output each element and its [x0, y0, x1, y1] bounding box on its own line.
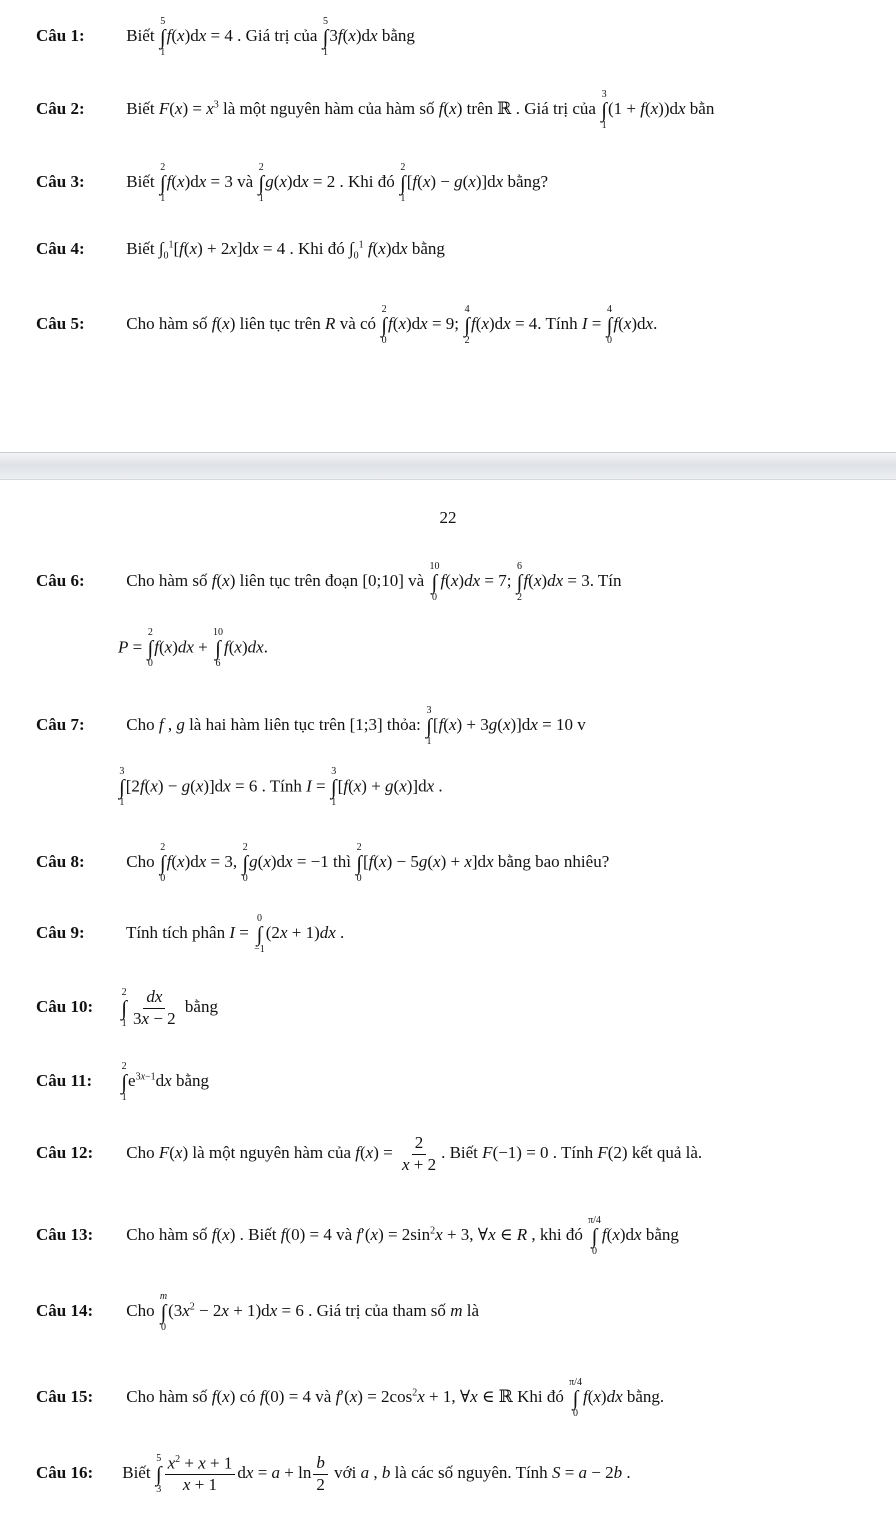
- question-label: Câu 4:: [36, 238, 85, 258]
- question-label: Câu 2:: [36, 99, 85, 119]
- question-label: Câu 11:: [36, 1071, 93, 1091]
- question-text: Biết 2 ∫ 1 f(x)dx = 3 và 2 ∫ 1 g(x)dx = 2 . Khi đó 2 ∫ 1 [f(x) − g(x)]dx bằng?: [126, 162, 549, 204]
- page-top: [0, 0, 896, 452]
- question-label: Câu 13:: [36, 1225, 94, 1245]
- question-label: Câu 15:: [36, 1387, 94, 1407]
- question-label: Câu 12:: [36, 1143, 94, 1163]
- question-text: Cho hàm số f(x) liên tục trên đoạn [0;10] và 10 ∫ 0 f(x)dx = 7; 6 ∫ 2 f(x)dx = 3. Tín: [126, 561, 622, 603]
- question-text: 2 ∫ 1 $\frac{dx}{3x - 2}$ bằng: [121, 987, 218, 1029]
- question-10: [36, 988, 218, 1029]
- question-9: [36, 914, 344, 955]
- question-label: Câu 14:: [36, 1301, 94, 1321]
- question-label: Câu 6:: [36, 571, 85, 591]
- question-2: [36, 90, 714, 131]
- question-8: [36, 843, 609, 884]
- question-text: Cho f , g là hai hàm liên tục trên [1;3] thỏa: 3 ∫ 1 [f(x) + 3g(x)]dx = 10 v: [126, 705, 586, 747]
- question-text: Cho m ∫ 0 $(3x^2 - 2x + 1)dx = 6$ . Giá trị của tham số m là: [126, 1291, 479, 1333]
- question-label: Câu 16:: [36, 1463, 94, 1483]
- question-label: Câu 3:: [36, 172, 85, 192]
- question-13: [36, 1216, 679, 1257]
- question-text: Cho hàm số f(x) có f(0) = 4 và $f'(x) = 2\cos^2x + 1$, ∀x ∈ ℝ Khi đó π/4 ∫ 0 f(x)dx bằng.: [126, 1377, 665, 1419]
- page-bottom: [0, 478, 896, 1517]
- question-11: [36, 1062, 209, 1103]
- question-14: [36, 1292, 479, 1333]
- page-number: 22: [439, 508, 457, 527]
- question-5: [36, 305, 657, 346]
- question-text: Biết $\int_0^1[f(x) + 2x]dx = 4$ . Khi đó $\int_0^1$ f(x)dx bằng: [126, 238, 445, 262]
- question-text: Tính tích phân I = 0 ∫ −1 (2x + 1)dx .: [125, 913, 345, 955]
- question-text: Cho 2 ∫ 0 f(x)dx = 3, 2 ∫ 0 g(x)dx = −1 thì 2 ∫ 0 [f(x) − 5g(x) + x]dx bằng bao nhiêu?: [126, 842, 610, 884]
- question-16: [36, 1454, 631, 1495]
- question-4: [36, 234, 445, 267]
- question-text: Cho hàm số f(x) liên tục trên R và có 2 ∫ 0 f(x)dx = 9; 4 ∫ 2 f(x)dx = 4. Tính I = 4 ∫ 0 f(x)dx.: [126, 304, 658, 346]
- question-label: Câu 10:: [36, 997, 94, 1017]
- question-text: Biết 5 ∫ 3 $\frac{x^2 + x + 1}{x + 1}$ dx = a + ln $\frac{b}{2}$ với a , b là các số nguyên. Tính S = a − 2b .: [122, 1453, 631, 1496]
- question-12: [36, 1134, 702, 1174]
- page-break: [0, 452, 896, 480]
- question-15: [36, 1378, 664, 1419]
- question-label: Câu 7:: [36, 715, 85, 735]
- question-6: [36, 562, 622, 603]
- question-1: [36, 17, 415, 58]
- question-text: 2 ∫ 1 $e^{3x-1}dx$ bằng: [121, 1061, 209, 1103]
- question-label: Câu 1:: [36, 26, 85, 46]
- question-6-line-2: P = 2 ∫ 0 f(x)dx + 10 ∫ 6 f(x)dx.: [118, 627, 268, 669]
- question-label: Câu 9:: [36, 923, 85, 943]
- question-text: Cho hàm số f(x) . Biết f(0) = 4 và $f'(x) = 2\sin^2x + 3$, ∀x ∈ R , khi đó π/4 ∫ 0 f(x)dx bằng: [126, 1215, 679, 1257]
- question-text: Cho F(x) là một nguyên hàm của f(x) = $\frac{2}{x + 2}$ . Biết F(−1) = 0 . Tính F(2) kết quả là.: [126, 1133, 703, 1174]
- question-label: Câu 5:: [36, 314, 85, 334]
- question-7-line-2: 3 ∫ 1 [2f(x) − g(x)]dx = 6 . Tính I = 3 ∫ 1 [f(x) + g(x)]dx .: [119, 766, 443, 808]
- question-label: Câu 8:: [36, 852, 85, 872]
- question-3: [36, 163, 548, 204]
- question-text: Biết 5 ∫ 1 f(x)dx = 4 . Giá trị của 5 ∫ 1 3f(x)dx bằng: [126, 16, 415, 58]
- question-text: Biết $F(x) = x^3$ là một nguyên hàm của hàm số f(x) trên ℝ . Giá trị của 3 ∫ 1 (1 + f(x))dx bằn: [126, 89, 715, 131]
- question-7: [36, 706, 586, 747]
